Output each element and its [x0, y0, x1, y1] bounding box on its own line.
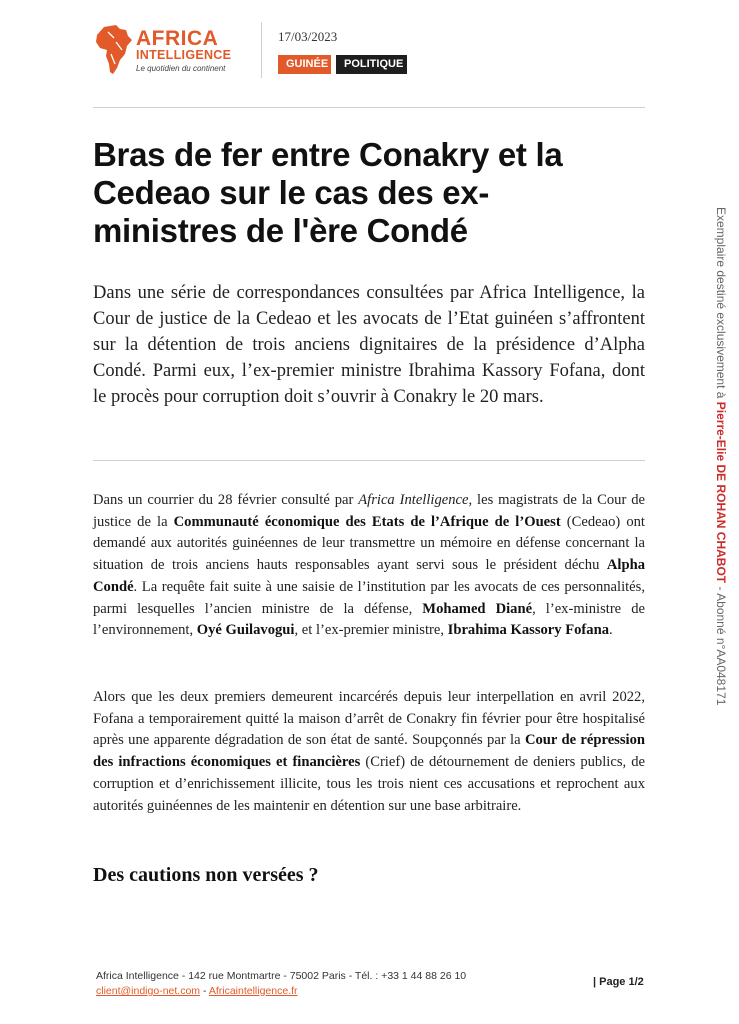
entity-link[interactable]: Communauté économique des Etats de l’Afrique de l’Ouest	[173, 513, 561, 530]
footer-address: Africa Intelligence - 142 rue Montmartre - 75002 Paris - Tél. : +33 1 44 88 26 10	[96, 970, 467, 982]
lead-rule	[93, 460, 645, 461]
africa-map-icon	[94, 24, 134, 76]
page-number: | Page 1/2	[593, 976, 644, 988]
publication-name: Africa Intelligence	[358, 492, 469, 508]
entity-link[interactable]: Cour de répression des infractions économiques et financières	[93, 732, 645, 771]
article-title: Bras de fer entre Conakry et la Cedeao sur le cas des ex-ministres de l'ère Condé	[93, 136, 563, 249]
article-lead: Dans une série de correspondances consultées par Africa Intelligence, la Cour de justice de la Cedeao et les avocats de l’Etat guinéen s’affrontent sur la détention de trois anciens dignitaires de la présidence d’Alpha Condé. Parmi eux, l’ex-premier ministre Ibrahima Kassory Fofana, dont le procès pour corruption doit s’ouvrir à Conakry le 20 mars.	[93, 283, 645, 407]
footer-website-link[interactable]: Africaintelligence.fr	[208, 985, 298, 997]
section-subheading: Des cautions non versées ?	[93, 864, 319, 886]
country-tag[interactable]: GUINÉE	[278, 55, 331, 74]
entity-link[interactable]: Mohamed Diané	[422, 600, 533, 617]
logo-tagline: Le quotidien du continent	[136, 64, 226, 73]
footer: Africa Intelligence - 142 rue Montmartre - 75002 Paris - Tél. : +33 1 44 88 26 10 client@indigo-net.com - Africaintelligence.fr	[96, 970, 467, 997]
article-paragraph-1: Dans un courrier du 28 février consulté par Africa Intelligence, les magistrats de la Cour de justice de la Communauté économique des Etats de l’Afrique de l’Ouest (Cedeao) ont demandé aux autorités guinéennes de leur transmettre un mémoire en défense concernant la situation de trois anciens hauts responsables ayant servi sous le président déchu Alpha Condé. La requête fait suite à une saisie de l’institution par les avocats de ces personnalités, parmi lesquelles l’ancien ministre de la défense, Mohamed Diané, l’ex-ministre de l’environnement, Oyé Guilavogui, et l’ex-premier ministre, Ibrahima Kassory Fofana.	[93, 492, 645, 639]
entity-link[interactable]: Oyé Guilavogui	[196, 622, 295, 639]
entity-link[interactable]: Alpha Condé	[93, 557, 645, 595]
logo-name: AFRICA	[136, 27, 219, 50]
section-tag[interactable]: POLITIQUE	[336, 55, 407, 74]
header-divider	[261, 22, 262, 78]
entity-link[interactable]: Ibrahima Kassory Fofana	[447, 622, 610, 639]
header-rule	[93, 107, 645, 108]
brand-logo	[94, 24, 244, 76]
footer-email-link[interactable]: client@indigo-net.com	[96, 985, 201, 997]
subscriber-name: Pierre-Elie DE ROHAN CHABOT	[714, 401, 728, 584]
logo-subname: INTELLIGENCE	[136, 48, 232, 62]
subscriber-watermark: Exemplaire destiné exclusivement à Pierre-Elie DE ROHAN CHABOT - Abonné n°AA048171	[714, 207, 728, 706]
publication-date: 17/03/2023	[278, 29, 338, 44]
article-paragraph-2: Alors que les deux premiers demeurent incarcérés depuis leur interpellation en avril 2022, Fofana a temporairement quitté la maison d’arrêt de Conakry fin février pour être hospitalisé après une apparente dégradation de son état de santé. Soupçonnés par la Cour de répression des infractions économiques et financières (Crief) de détournement de deniers publics, de corruption et d’enrichissement illicite, tous les trois nient ces accusations et reprochent aux autorités guinéennes de les maintenir en détention sur une base arbitraire.	[93, 689, 645, 814]
